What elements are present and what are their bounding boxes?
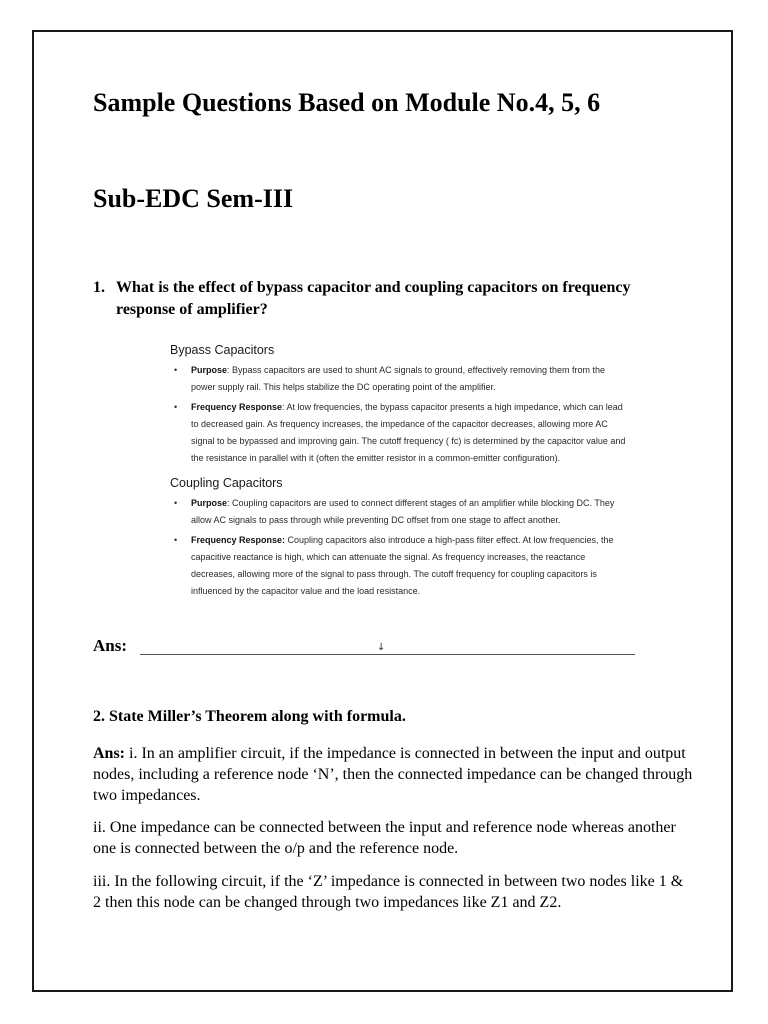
list-item (170, 532, 630, 600)
item-label: Purpose (191, 498, 228, 508)
coupling-list (170, 495, 630, 600)
bullet-icon: • (174, 365, 178, 375)
bypass-list (170, 362, 630, 467)
answer-2-paragraph-1 (93, 743, 693, 806)
document-title: Sample Questions Based on Module No.4, 5, 6 (93, 88, 601, 117)
question-1 (93, 277, 653, 321)
item-text: : At low frequencies, the bypass capacitor presents a high impedance, which can lead to decreased gain. As frequency increases, the impedance of the capacitor decreases, allowing more AC signal to be bypassed and improving gain. The cutoff frequency ( fc) is determined by the capacitor value and the resistance in parallel with it (often the emitter resistor in a common-emitter configuration). (191, 402, 626, 463)
bypass-heading: Bypass Capacitors (170, 343, 275, 357)
item-label: Frequency Response (191, 402, 283, 412)
item-text: : Coupling capacitors are used to connect different stages of an amplifier while blocking DC. They allow AC signals to pass through while preventing DC offset from one stage to affect another. (191, 498, 615, 525)
list-item (170, 399, 630, 467)
item-label: Frequency Response: (191, 535, 286, 545)
bullet-icon: • (174, 498, 178, 508)
list-item (170, 362, 630, 396)
answer-2-text-1: i. In an amplifier circuit, if the impedance is connected in between the input and output nodes, including a reference node ‘N’, then the connected impedance can be changed through two impedances. (93, 745, 693, 804)
list-item (170, 495, 630, 529)
item-label: Purpose (191, 365, 228, 375)
item-text: Coupling capacitors also introduce a high-pass filter effect. At low frequencies, the capacitive reactance is high, which can attenuate the signal. As frequency increases, the reactance decreases, allowing more of the signal to pass through. The cutoff frequency for coupling capacitors is influenced by the capacitor value and the load resistance. (191, 535, 614, 596)
embedded-answer-screenshot (170, 340, 630, 645)
answer-2-paragraph-3: iii. In the following circuit, if the ‘Z’ impedance is connected in between two nodes like 1 & 2 then this node can be changed through two impedances like Z1 and Z2. (93, 873, 684, 911)
question-1-text: What is the effect of bypass capacitor and coupling capacitors on frequency response of amplifier? (116, 279, 631, 318)
answer-2-label: Ans: (93, 745, 126, 762)
bullet-icon: • (174, 402, 178, 412)
question-1-number: 1. (93, 279, 105, 296)
question-2: 2. State Miller’s Theorem along with formula. (93, 708, 406, 725)
coupling-heading: Coupling Capacitors (170, 476, 283, 490)
arrow-down-icon: ↓ (377, 642, 386, 653)
answer-2-paragraph-2: ii. One impedance can be connected between the input and reference node whereas another one is connected between the o/p and the reference node. (93, 819, 676, 857)
item-text: : Bypass capacitors are used to shunt AC signals to ground, effectively removing them from the power supply rail. This helps stabilize the DC operating point of the amplifier. (191, 365, 606, 392)
answer-1-label: Ans: (93, 636, 128, 655)
bullet-icon: • (174, 535, 178, 545)
answer-1-underline (140, 654, 635, 655)
document-subtitle: Sub-EDC Sem-III (93, 184, 294, 213)
